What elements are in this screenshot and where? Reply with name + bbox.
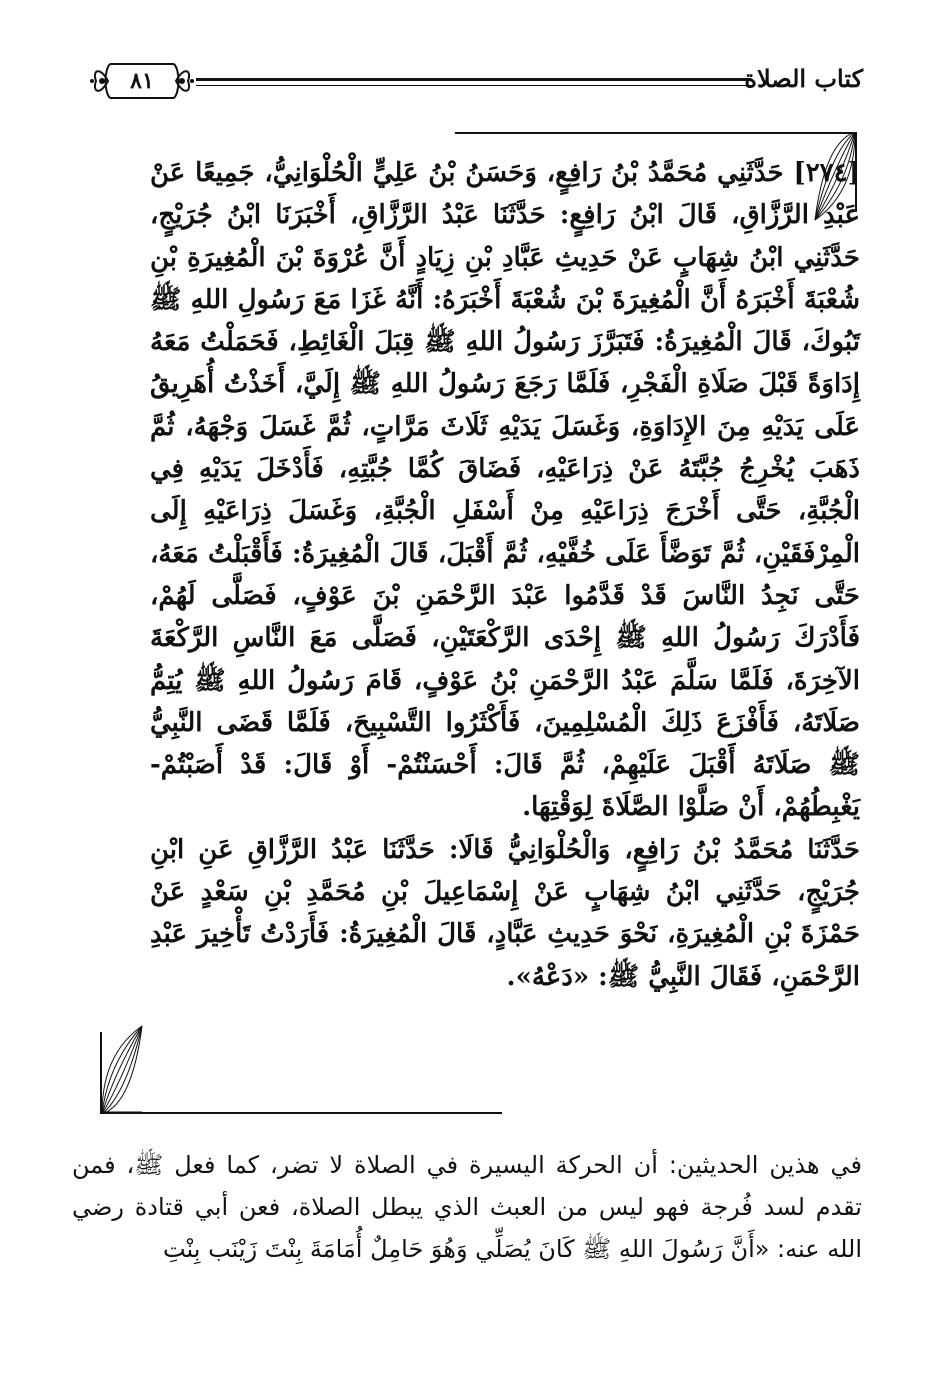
book-title: كتاب الصلاة: [744, 64, 863, 93]
header-rule: [196, 78, 751, 81]
commentary-paragraph: في هذين الحديثين: أن الحركة اليسيرة في الصلاة لا تضر، كما فعل ﷺ، فمن تقدم لسد فُرجة فهو ليس من العبث الذي يبطل الصلاة، فعن أبي قتادة رضي الله عنه: «أَنَّ رَسُولَ اللهِ ﷺ كَانَ يُصَلِّي وَهُوَ حَامِلٌ أُمَامَةَ بِنْتَ زَيْنَب بِنْتِ: [72, 1151, 862, 1263]
hadith-text: [150, 152, 860, 998]
hadith-paragraph-274: [٢٧٤] حَدَّثَنِي مُحَمَّدُ بْنُ رَافِعٍ، وَحَسَنُ بْنُ عَلِيٍّ الْحُلْوَانِيُّ، جَمِيعًا عَنْ عَبْدِ الرَّزَّاقِ، قَالَ ابْنُ رَافِعٍ: حَدَّثَنَا عَبْدُ الرَّزَّاقِ، أَخْبَرَنَا ابْنُ جُرَيْجٍ، حَدَّثَنِي ابْنُ شِهَابٍ عَنْ حَدِيثِ عَبَّادِ بْنِ زِيَادٍ أَنَّ عُرْوَةَ بْنَ الْمُغِيرَةِ بْنِ شُعْبَةَ أَخْبَرَهُ أَنَّ الْمُغِيرَةَ بْنَ شُعْبَةَ أَخْبَرَهُ: أَنَّهُ غَزَا مَعَ رَسُولِ اللهِ ﷺ تَبُوكَ، قَالَ الْمُغِيرَةُ: فَتَبَرَّزَ رَسُولُ اللهِ ﷺ قِبَلَ الْغَائِطِ، فَحَمَلْتُ مَعَهُ إِدَاوَةً قَبْلَ صَلَاةِ الْفَجْرِ، فَلَمَّا رَجَعَ رَسُولُ اللهِ ﷺ إِلَيَّ، أَخَذْتُ أُهَرِيقُ عَلَى يَدَيْهِ مِنَ الإِدَاوَةِ، وَغَسَلَ يَدَيْهِ ثَلَاثَ مَرَّاتٍ، ثُمَّ غَسَلَ وَجْهَهُ، ثُمَّ ذَهَبَ يُخْرِجُ جُبَّتَهُ عَنْ ذِرَاعَيْهِ، فَضَاقَ كُمَّا جُبَّتِهِ، فَأَدْخَلَ يَدَيْهِ فِي الْجُبَّةِ، حَتَّى أَخْرَجَ ذِرَاعَيْهِ مِنْ أَسْفَلِ الْجُبَّةِ، وَغَسَلَ ذِرَاعَيْهِ إِلَى الْمِرْفَقَيْنِ، ثُمَّ تَوَضَّأَ عَلَى خُفَّيْهِ، ثُمَّ أَقْبَلَ، قَالَ الْمُغِيرَةُ: فَأَقْبَلْتُ مَعَهُ، حَتَّى نَجِدُ النَّاسَ قَدْ قَدَّمُوا عَبْدَ الرَّحْمَنِ بْنَ عَوْفٍ، فَصَلَّى لَهُمْ، فَأَدْرَكَ رَسُولُ اللهِ ﷺ إِحْدَى الرَّكْعَتَيْنِ، فَصَلَّى مَعَ النَّاسِ الرَّكْعَةَ الآخِرَةَ، فَلَمَّا سَلَّمَ عَبْدُ الرَّحْمَنِ بْنُ عَوْفٍ، قَامَ رَسُولُ اللهِ ﷺ يُتِمُّ صَلَاتَهُ، فَأَفْزَعَ ذَلِكَ الْمُسْلِمِينَ، فَأَكْثَرُوا التَّسْبِيحَ، فَلَمَّا قَضَى النَّبِيُّ ﷺ صَلَاتَهُ أَقْبَلَ عَلَيْهِمْ، ثُمَّ قَالَ: أَحْسَنْتُمْ- أَوْ قَالَ: قَدْ أَصَبْتُمْ- يَغْبِطُهُمْ، أَنْ صَلَّوْا الصَّلَاةَ لِوَقْتِهَا.: [150, 158, 860, 823]
frame-bottom-rule: [100, 1112, 502, 1114]
commentary-text: [72, 1144, 862, 1270]
frame-top-rule: [455, 132, 857, 134]
page-number: ٨١: [130, 68, 154, 94]
hadith-paragraph-second-chain: حَدَّثَنَا مُحَمَّدُ بْنُ رَافِعٍ، وَالْحُلْوَانِيُّ قَالَا: حَدَّثَنَا عَبْدُ الرَّزَّاقِ عَنِ ابْنِ جُرَيْجٍ، حَدَّثَنِي ابْنُ شِهَابٍ عَنْ إِسْمَاعِيلَ بْنِ مُحَمَّدِ بْنِ سَعْدٍ عَنْ حَمْزَةَ بْنِ الْمُغِيرَةِ، نَحْوَ حَدِيثِ عَبَّادٍ، قَالَ الْمُغِيرَةُ: فَأَرَدْتُ تَأْخِيرَ عَبْدِ الرَّحْمَنِ، فَقَالَ النَّبِيُّ ﷺ: «دَعْهُ».: [150, 834, 860, 992]
frame-corner-bottom-left-icon: [100, 1024, 152, 1114]
header-rule-thin: [196, 85, 751, 86]
running-header: [88, 56, 863, 106]
